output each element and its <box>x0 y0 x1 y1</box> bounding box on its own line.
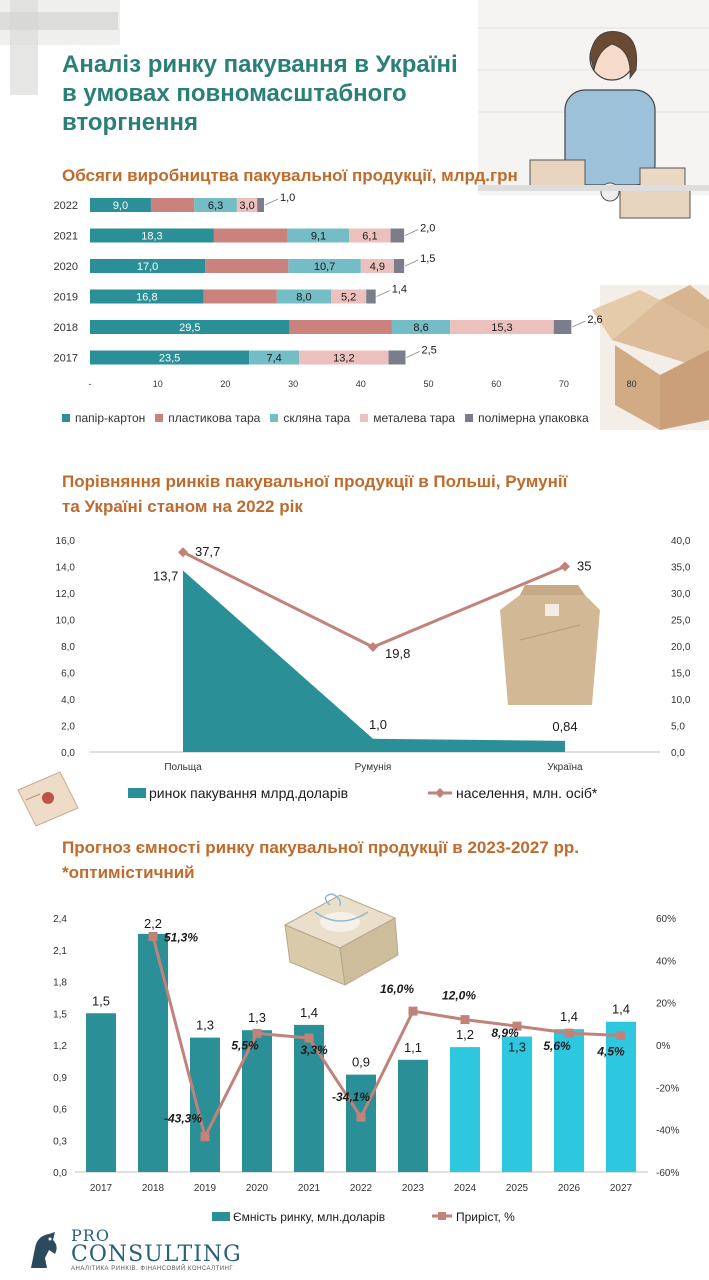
horse-logo-icon <box>25 1228 63 1272</box>
left-tick-label: 0,9 <box>53 1072 67 1084</box>
left-tick-label: 6,0 <box>61 668 75 680</box>
capacity-value-label: 1,2 <box>455 1027 475 1043</box>
growth-marker <box>409 1007 418 1016</box>
right-tick-label: -20% <box>656 1083 680 1095</box>
leader-line <box>572 321 585 327</box>
right-tick-label: 15,0 <box>671 668 691 680</box>
legend-item <box>155 411 260 425</box>
category-label: 2021 <box>297 1183 321 1194</box>
legend-label: папір-картон <box>75 411 146 425</box>
data-label: 1,5 <box>420 253 436 265</box>
capacity-value-label: 1,3 <box>195 1017 215 1033</box>
production-chart-title: Обсяги виробництва пакувальної продукції, млрд.грн <box>62 166 518 185</box>
category-label: 2022 <box>53 200 78 212</box>
left-tick-label: 10,0 <box>55 615 75 627</box>
population-marker <box>178 547 188 557</box>
bar-segment <box>290 320 392 334</box>
legend-label: Ємність ринку, млн.доларів <box>233 1210 386 1224</box>
right-tick-label: 0% <box>656 1041 671 1052</box>
right-tick-label: 25,0 <box>671 615 691 627</box>
capacity-bar <box>502 1037 532 1172</box>
category-label: 2025 <box>505 1183 529 1194</box>
legend-item <box>465 411 589 425</box>
growth-value-label: 5,5% <box>231 1038 259 1053</box>
bar-segment <box>554 320 572 334</box>
page-title-line-1: Аналіз ринку пакування в Україні <box>62 51 458 78</box>
growth-value-label: 4,5% <box>597 1044 625 1059</box>
capacity-value-label: 1,4 <box>559 1009 579 1025</box>
legend-item <box>270 411 350 425</box>
growth-marker <box>201 1132 210 1141</box>
category-label: 2018 <box>141 1183 165 1194</box>
legend-swatch <box>360 414 368 422</box>
data-label: 6,3 <box>207 200 224 212</box>
bar-segment <box>391 229 405 243</box>
leader-line <box>405 260 418 266</box>
left-tick-label: 2,1 <box>53 945 67 957</box>
right-tick-label: -40% <box>656 1125 680 1137</box>
data-label: 6,1 <box>362 230 378 243</box>
capacity-bar <box>398 1060 428 1172</box>
capacity-bar <box>138 934 168 1172</box>
data-label: 8,6 <box>413 322 429 334</box>
market-value-label: 1,0 <box>368 716 388 732</box>
growth-value-label: 8,9% <box>491 1026 519 1041</box>
page-title-line-2: в умовах повномасштабного <box>62 80 407 107</box>
market-value-label: 13,7 <box>153 568 179 584</box>
data-label: 1,4 <box>391 283 407 296</box>
left-tick-label: 0,0 <box>61 748 75 759</box>
tick-label: 60 <box>491 379 502 389</box>
capacity-value-label: 1,3 <box>247 1010 267 1026</box>
tick-label: 10 <box>152 379 163 389</box>
growth-value-label: -34,1% <box>331 1090 371 1105</box>
data-label: 2,5 <box>421 344 437 357</box>
brand-tagline: АНАЛІТИКА РИНКІВ. ФІНАНСОВИЙ КОНСАЛТИНГ <box>71 1266 234 1272</box>
leader-line <box>405 230 418 236</box>
left-tick-label: 0,3 <box>53 1136 67 1148</box>
left-tick-label: 12,0 <box>55 589 75 600</box>
bar-segment <box>257 198 264 212</box>
capacity-bar <box>190 1038 220 1172</box>
leader-line <box>265 199 278 205</box>
capacity-value-label: 1,4 <box>299 1004 319 1020</box>
tick-label: 30 <box>288 379 299 389</box>
capacity-value-label: 0,9 <box>351 1054 371 1070</box>
legend-label: металева тара <box>373 411 456 425</box>
left-tick-label: 2,4 <box>53 914 67 925</box>
right-tick-label: 35,0 <box>671 562 691 574</box>
growth-marker <box>357 1113 366 1122</box>
bar-segment <box>394 259 404 273</box>
tick-label: - <box>88 379 92 389</box>
legend-label: населення, млн. осіб* <box>456 785 598 801</box>
comparison-title-line-1: Порівняння ринків пакувальної продукції в Польші, Румунії <box>62 472 568 491</box>
left-tick-label: 1,5 <box>53 1009 67 1021</box>
legend-swatch <box>155 414 163 422</box>
data-label: 2,0 <box>420 222 436 235</box>
production-chart <box>0 190 637 390</box>
leader-line <box>377 291 390 297</box>
forecast-chart-title <box>62 835 579 885</box>
category-label: 2018 <box>53 322 78 334</box>
growth-marker <box>461 1015 470 1024</box>
population-marker <box>560 562 570 572</box>
growth-line <box>153 936 621 1136</box>
category-label: Румунія <box>354 762 392 773</box>
growth-value-label: 12,0% <box>441 988 477 1003</box>
category-label: 2022 <box>349 1183 373 1194</box>
brand-logo <box>25 1228 242 1272</box>
data-label: 10,7 <box>313 261 336 273</box>
right-tick-label: 20% <box>656 998 677 1010</box>
capacity-value-label: 1,3 <box>507 1039 527 1055</box>
category-label: 2024 <box>453 1183 477 1194</box>
legend-swatch <box>62 414 70 422</box>
growth-value-label: -43,3% <box>163 1111 203 1126</box>
bar-segment <box>366 290 375 304</box>
right-tick-label: 5,0 <box>671 721 685 733</box>
population-value-label: 37,7 <box>195 544 221 560</box>
capacity-bar <box>86 1013 116 1172</box>
capacity-value-label: 1,1 <box>403 1039 423 1055</box>
bar-segment <box>151 198 194 212</box>
category-label: Україна <box>547 762 583 773</box>
growth-value-label: 16,0% <box>379 982 415 997</box>
market-value-label: 0,84 <box>552 718 578 734</box>
right-tick-label: 30,0 <box>671 589 691 600</box>
legend-swatch <box>465 414 473 422</box>
leader-line <box>406 352 419 358</box>
right-tick-label: 0,0 <box>671 748 685 759</box>
data-label: 2,6 <box>587 314 603 326</box>
growth-value-label: 3,3% <box>300 1043 328 1058</box>
growth-marker <box>149 932 158 941</box>
left-tick-label: 0,0 <box>53 1168 67 1179</box>
tick-label: 40 <box>355 379 366 389</box>
data-label: 16,8 <box>136 291 158 304</box>
brand-consulting: CONSULTING <box>71 1242 242 1267</box>
forecast-chart <box>0 900 709 1230</box>
data-label: 15,3 <box>491 322 513 334</box>
comparison-title-line-2: та Україні станом на 2022 рік <box>62 497 303 516</box>
data-label: 9,0 <box>112 200 129 212</box>
growth-marker <box>305 1034 314 1043</box>
data-label: 3,0 <box>239 200 255 212</box>
data-label: 17,0 <box>136 261 159 273</box>
data-label: 7,4 <box>266 352 282 365</box>
capacity-value-label: 1,5 <box>91 993 111 1009</box>
growth-marker <box>617 1031 626 1040</box>
page-title-line-3: вторгнення <box>62 109 199 136</box>
category-label: 2019 <box>53 291 78 304</box>
growth-marker <box>253 1029 262 1038</box>
right-tick-label: 20,0 <box>671 642 691 653</box>
capacity-value-label: 2,2 <box>143 915 163 931</box>
capacity-bar <box>450 1047 480 1172</box>
category-label: 2019 <box>193 1183 217 1194</box>
data-label: 18,3 <box>141 230 163 243</box>
population-marker <box>368 642 378 652</box>
growth-marker <box>565 1029 574 1038</box>
category-label: 2020 <box>245 1183 269 1194</box>
legend-label: ринок пакування млрд.доларів <box>149 785 349 801</box>
left-tick-label: 0,6 <box>53 1104 67 1116</box>
data-label: 13,2 <box>333 352 355 365</box>
bar-segment <box>389 351 406 365</box>
tick-label: 20 <box>220 379 231 389</box>
legend-label: пластикова тара <box>168 411 261 425</box>
forecast-title-line-2: *оптимістичний <box>62 863 195 882</box>
left-tick-label: 8,0 <box>61 642 75 653</box>
data-label: 9,1 <box>310 230 327 243</box>
brand-pro: PRO <box>71 1226 110 1245</box>
legend-swatch <box>128 788 146 798</box>
legend-label: Приріст, % <box>456 1210 515 1224</box>
left-tick-label: 1,8 <box>53 977 67 989</box>
legend-label: скляна тара <box>283 411 351 425</box>
left-tick-label: 14,0 <box>55 562 75 574</box>
forecast-title-line-1: Прогноз ємності ринку пакувальної продукції в 2023-2027 рр. <box>62 838 579 857</box>
tick-label: 80 <box>626 379 637 389</box>
category-label: Польща <box>164 762 202 773</box>
data-label: 5,2 <box>340 291 357 304</box>
right-tick-label: 60% <box>656 914 677 925</box>
page-title <box>62 50 502 137</box>
bar-segment <box>205 259 288 273</box>
growth-value-label: 51,3% <box>163 930 199 945</box>
category-label: 2026 <box>557 1183 581 1194</box>
comparison-chart <box>0 520 709 810</box>
data-label: 23,5 <box>158 352 181 365</box>
data-label: 8,0 <box>296 291 312 304</box>
legend-swatch <box>212 1212 230 1221</box>
legend-item <box>62 411 145 425</box>
comparison-chart-title <box>62 469 567 519</box>
legend-swatch <box>270 414 278 422</box>
bar-segment <box>204 290 277 304</box>
bar-segment <box>214 229 288 243</box>
data-label: 4,9 <box>369 261 386 273</box>
right-tick-label: 10,0 <box>671 695 691 706</box>
category-label: 2027 <box>609 1183 633 1194</box>
tick-label: 50 <box>423 379 434 389</box>
capacity-value-label: 1,4 <box>611 1001 631 1017</box>
legend-marker <box>435 788 445 798</box>
tick-label: 70 <box>558 379 569 389</box>
right-tick-label: 40% <box>656 956 677 968</box>
growth-value-label: 5,6% <box>543 1039 571 1054</box>
left-tick-label: 16,0 <box>55 536 75 547</box>
legend-marker <box>438 1212 446 1220</box>
category-label: 2017 <box>53 352 78 365</box>
population-value-label: 19,8 <box>385 646 411 662</box>
legend-item <box>360 411 455 425</box>
left-tick-label: 2,0 <box>61 721 75 733</box>
right-tick-label: 40,0 <box>671 536 691 547</box>
open-box-icon <box>592 285 709 430</box>
category-label: 2021 <box>53 230 78 243</box>
data-label: 29,5 <box>179 322 201 334</box>
category-label: 2017 <box>89 1183 113 1194</box>
legend-label: полімерна упаковка <box>478 411 589 425</box>
category-label: 2023 <box>401 1183 425 1194</box>
right-tick-label: -60% <box>656 1168 680 1179</box>
category-label: 2020 <box>53 261 78 273</box>
population-value-label: 35 <box>577 558 592 574</box>
left-tick-label: 1,2 <box>53 1041 67 1052</box>
left-tick-label: 4,0 <box>61 695 75 706</box>
production-chart-legend <box>62 411 599 425</box>
data-label: 1,0 <box>279 192 296 204</box>
